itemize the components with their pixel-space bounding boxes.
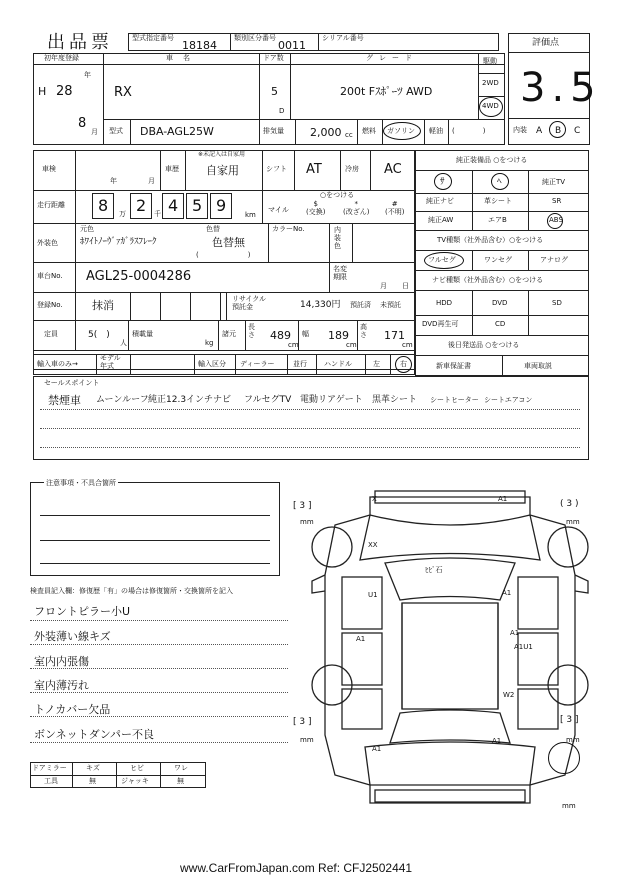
legend-header-1: ドアミラー [32,764,67,772]
tv-label: TV種類（社外品含む）○をつける [437,236,544,244]
doors-label: ドア数 [263,54,284,62]
damage-mark-w2: W2 [503,691,515,699]
sales-label: セールスポイント [44,379,100,387]
color-no-label: カラーNo. [272,225,305,233]
reg-value: 抹消 [92,299,114,312]
interior-grade-c: C [574,126,581,136]
tread-unit-fl: mm [300,518,314,526]
legend-header-4: ワレ [174,764,188,772]
name-change-month: 月 [380,282,387,290]
watermark: www.CarFromJapan.com Ref: CFJ2502441 [180,861,413,875]
width-unit: cm [346,341,357,349]
ac-label: 冷房 [345,165,359,173]
damage-mark-a1-left: A1 [356,635,366,643]
damage-mark-a1u1: A1U1 [514,643,533,651]
diesel-paren: ( ) [452,127,486,135]
inspector-label: 検査員記入欄：修復歴「有」の場合は修復箇所・交換箇所を記入 [30,587,233,595]
shaken-month-unit: 月 [148,177,155,185]
length-label: 長 さ [248,323,255,339]
sales-point-2: ムーンルーフ [96,395,149,405]
diesel-label: 軽油 [429,127,443,135]
grade-label: グレード [366,54,418,62]
import-label: 輸入車のみ→ [37,360,78,368]
length-unit: cm [288,341,299,349]
first-reg-year: 28 [56,84,73,99]
tread-unit-rr: mm [566,736,580,744]
mileage-digit-4: 5 [192,196,203,215]
handle-label: ハンドル [324,360,352,368]
legend-value-4: 無 [177,777,184,785]
sales-point-7: シートヒーター [430,396,479,404]
damage-mark-a1-right: A1 [502,589,512,597]
mileage-sen-unit: 千 [154,210,161,218]
serial-label: シリアル番号 [322,34,364,42]
fuel-gasoline: ガソリン [387,127,415,135]
note-item-2: 外装薄い線キズ [34,630,111,643]
sales-point-3: 純正12.3インチナビ [148,395,232,405]
equip-leather: 革シート [484,197,512,205]
import-type-label: 輸入区分 [198,360,226,368]
month-unit: 月 [91,128,98,136]
mileage-digits [92,193,234,221]
dims-label: 諸元 [222,330,236,338]
usage-value: 自家用 [206,164,239,177]
drive-2wd: 2WD [482,79,499,87]
mileage-opt-mile: マイル [268,206,289,214]
equip-abs: ABS [549,216,563,224]
fuel-label: 燃料 [362,127,376,135]
model-label: 型式 [109,127,123,135]
parallel-option: 並行 [293,360,307,368]
orig-color-label: 元色 [80,225,94,233]
model-cert-no: 18184 [182,39,217,52]
class-label: 類別区分番号 [234,34,276,42]
model-cert-label: 型式指定番号 [132,34,174,42]
navi-sd: SD [552,299,562,307]
mileage-man-unit: 万 [119,210,126,218]
tv-fullseg: フルセグ [428,256,456,264]
notes-label: 注意事項・不具合箇所 [46,479,116,487]
displacement: 2,000 [310,126,342,139]
color-change-value: 色替無 [212,236,245,249]
score-value: 3.5 [520,65,602,111]
equip-icon-1-circle [434,173,452,190]
mileage-unit: km [245,211,256,219]
note-item-4: 室内薄汚れ [34,679,89,692]
model-code: DBA-AGL25W [140,125,214,138]
damage-mark-a1-right2: A1 [510,629,520,637]
interior-label: 内装 [513,126,527,134]
handle-right: 右 [400,360,407,368]
sheet-title: 出品票 [47,32,113,53]
later-label: 後日発送品 ○をつける [448,341,520,349]
usage-note: ※未記入は自家用 [198,151,246,158]
color-paren: ( ) [196,251,251,259]
drive-label: 駆動 [483,57,497,65]
width-label: 幅 [302,330,309,338]
handle-right-circle [395,356,412,373]
name-change-day: 日 [402,282,409,290]
score-label: 評価点 [532,38,560,48]
note-item-6: ボンネットダンパー不良 [34,728,155,741]
equip-genuine-tv: 純正TV [542,178,566,186]
name-change-label: 名変 期限 [333,265,347,282]
interior-grade-b: B [555,126,562,136]
tread-front-left: [ 3 ] [293,501,312,511]
usage-label: 車歴 [165,165,179,173]
note-item-3: 室内内張傷 [34,655,89,668]
navi-label: ナビ種類（社外品含む）○をつける [432,276,544,284]
first-reg-month: 8 [78,116,87,131]
chassis-value: AGL25-0004286 [86,269,192,284]
tread-unit-fr: mm [566,518,580,526]
capacity-value: 5( ) [88,330,110,340]
damage-mark-x: X [372,495,377,503]
tread-unit-spare: mm [562,802,576,810]
mileage-opts-note: ○をつける [320,191,355,199]
legend-header-3: ヒビ [130,764,144,772]
sales-point-5: 電動リアゲート [300,395,363,405]
year-unit: 年 [84,71,91,79]
car-name: RX [114,85,132,100]
drive-4wd: 4WD [482,102,499,110]
mileage-digit-2: 2 [136,196,147,215]
sales-point-6: 黒革シート [372,395,418,405]
note-item-5: トノカバー欠品 [34,703,111,716]
later-warranty: 新車保証書 [436,362,471,370]
sales-point-1: 禁煙車 [48,394,81,407]
legend-header-2: キズ [86,764,100,772]
tread-rear-right: [ 3 ] [560,715,579,725]
ac-value: AC [384,162,402,177]
mileage-opt-unknown: # (不明) [385,200,405,217]
mileage-opt-exchange: $ (交換) [306,200,326,217]
model-year-label: モデル 年式 [100,354,121,370]
fuel-circle [383,122,421,140]
tread-front-right: ( 3 ) [560,499,579,509]
legend-value-2: 無 [89,777,96,785]
handle-left: 左 [373,360,380,368]
color-value: ﾎﾜｲﾄﾉｰｳﾞｧｶﾞﾗｽﾌﾚｰｸ [80,237,157,247]
shift-label: シフト [266,165,287,173]
car-name-label: 車名 [166,54,200,62]
damage-mark-a1-rear-left: A1 [372,745,382,753]
capacity-label: 定員 [44,330,58,338]
navi-dvd-play: DVD再生可 [422,320,459,328]
mileage-opt-tamper: * (改ざん) [343,200,370,217]
navi-dvd: DVD [492,299,508,307]
capacity-unit: 人 [120,339,127,347]
equip-genuine-aw: 純正AW [428,216,454,224]
color-change-label: 色替 [206,225,220,233]
mileage-digit-5: 9 [216,196,227,215]
tv-analog: アナログ [540,256,568,264]
chassis-label: 車台No. [37,272,63,280]
height-unit: cm [402,341,413,349]
legend-value-1: 工具 [44,777,58,785]
shift-value: AT [306,162,322,177]
recycle-status-2: 未預託 [380,301,401,309]
genuine-label: 純正装備品 ○をつける [456,156,528,164]
load-label: 積載量 [132,330,153,338]
displacement-unit: cc [345,131,353,139]
legend-value-3: ジャッキ [121,777,149,785]
equip-icon-1: ｻ [440,177,445,187]
damage-mark-a1-front: A1 [498,495,508,503]
interior-color-label: 内 装 色 [334,226,341,251]
notes-box [30,479,280,576]
damage-mark-xx: XX [368,541,378,549]
damage-mark-chip: ﾋﾋﾞ石 [425,566,443,574]
equip-abs-circle [547,213,563,229]
mileage-digit-3: 4 [168,196,179,215]
sales-point-4: フルセグTV [244,395,292,405]
height-label: 高 さ [360,323,367,339]
equip-icon-2: ﾍ [497,177,502,187]
load-unit: kg [205,339,214,347]
drive-4wd-circle [479,97,503,117]
shaken-label: 車検 [42,165,56,173]
color-label: 外装色 [37,239,58,247]
mileage-digit-1: 8 [98,196,109,215]
tread-rear-left: [ 3 ] [293,717,312,727]
recycle-status: 預託済 [350,301,371,309]
interior-grade-circle [549,121,566,138]
recycle-label: リサイクル 預託金 [232,295,267,312]
grade: 200t Fｽﾎﾟｰﾂ AWD [340,85,433,98]
tv-fullseg-circle [424,252,464,269]
first-reg-era: H [38,85,47,98]
shaken-year-unit: 年 [110,177,117,185]
class-no: 0011 [278,39,306,52]
width-value: 189 [328,329,349,342]
equip-genuine-navi: 純正ナビ [426,197,454,205]
first-reg-label: 初年度登録 [44,54,79,62]
navi-cd: CD [495,320,506,328]
interior-grade-a: A [536,126,543,136]
damage-mark-a1-rear-right: A1 [492,737,502,745]
mileage-label: 走行距離 [37,201,65,209]
displacement-label: 排気量 [263,127,284,135]
damage-mark-u1: U1 [368,591,378,599]
recycle-value: 14,330円 [300,300,341,310]
equip-airbag: エアB [488,216,507,224]
door-type: D [279,107,285,115]
length-value: 489 [270,329,291,342]
navi-hdd: HDD [436,299,453,307]
equip-icon-2-circle [491,173,509,190]
tv-oneseg: ワンセグ [484,256,512,264]
reg-label: 登録No. [37,301,63,309]
equip-sr: SR [552,197,562,205]
spare-tire-circle [548,742,580,774]
later-manual: 車両取説 [524,362,552,370]
height-value: 171 [384,329,405,342]
dealer-option: ディーラー [240,360,275,368]
note-item-1: フロントピラー小U [34,605,131,618]
sales-point-8: シートエアコン [484,396,533,404]
tread-unit-rl: mm [300,736,314,744]
door-count: 5 [271,85,278,98]
